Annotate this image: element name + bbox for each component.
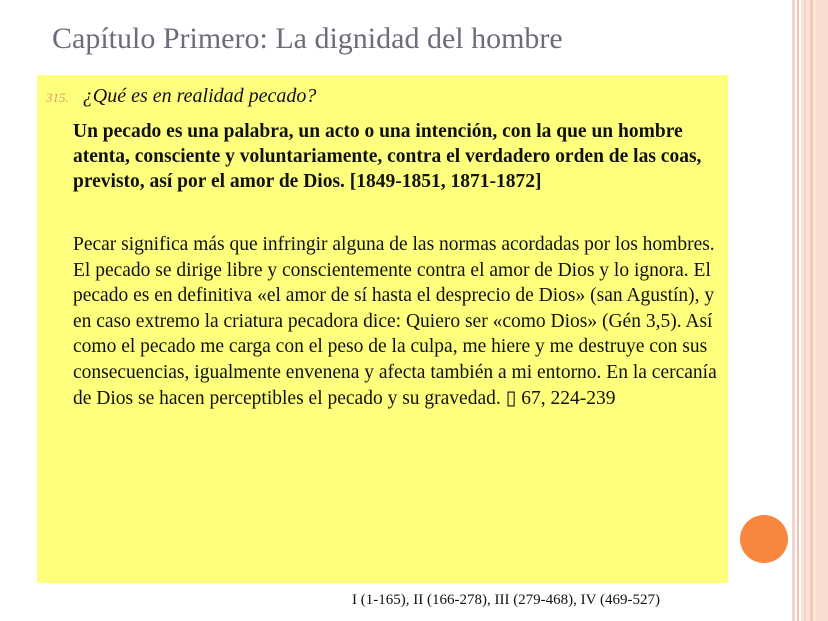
question-text: ¿Qué es en realidad pecado? (82, 85, 317, 107)
stripe (797, 0, 799, 621)
stripe (792, 0, 795, 621)
orange-circle-decoration (740, 515, 788, 563)
question-row (46, 85, 316, 108)
stripe (816, 0, 828, 621)
slide-title: Capítulo Primero: La dignidad del hombre (52, 22, 563, 55)
answer-explanation: Pecar significa más que infringir alguna de las normas acordadas por los hombres. El pecado se dirige libre y conscientemente contra el amor de Dios y lo ignora. El pecado es en definitiva «el amor de sí hasta el desprecio de Dios» (san Agustín), y en caso extremo la criatura pecadora dice: Quiero ser «como Dios» (Gén 3,5). Así como el pecado me carga con el peso de la culpa, me hiere y me destruye con sus consecuencias, igualmente envenena y afecta también a mi entorno. En la cercanía de Dios se hacen perceptibles el pecado y su gravedad. ▯ 67, 224-239 (73, 234, 717, 409)
section-index-footer: I (1-165), II (166-278), III (279-468), IV (469-527) (352, 592, 660, 608)
stripe (810, 0, 813, 621)
answer-summary: Un pecado es una palabra, un acto o una intención, con la que un hombre atenta, consciente y voluntariamente, contra el verdadero orden de las coas, previsto, así por el amor de Dios. [1849-1851, 1871-1872] (73, 121, 702, 192)
decorative-side-stripes (792, 0, 828, 621)
question-number: 315. (46, 90, 69, 105)
content-box (37, 75, 728, 583)
stripe (804, 0, 806, 621)
